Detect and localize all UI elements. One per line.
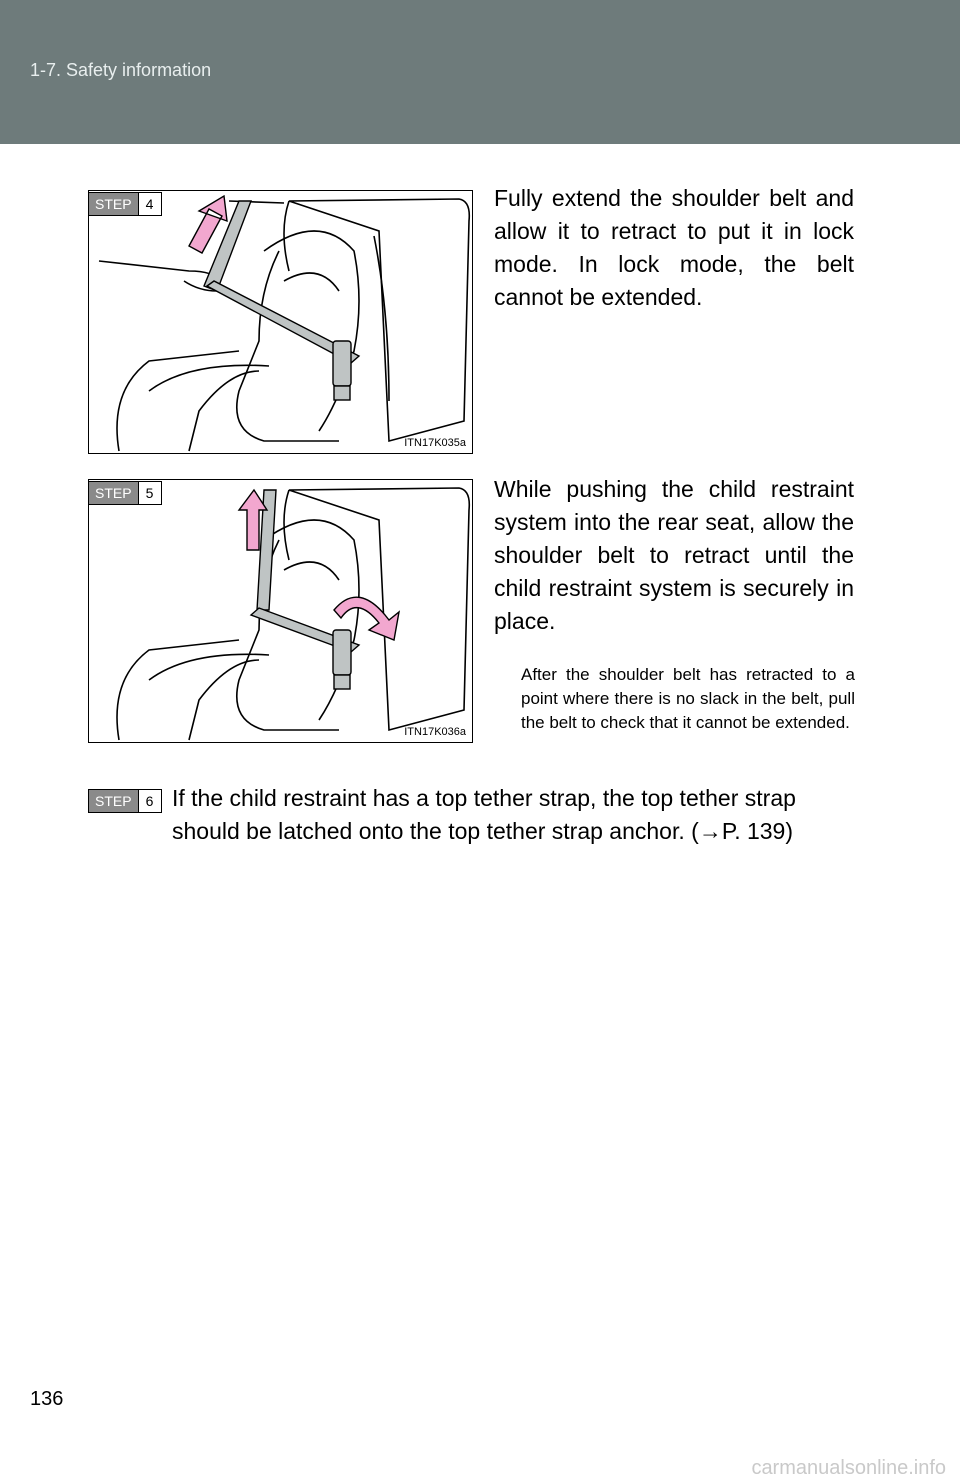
page-number: 136 (30, 1388, 64, 1410)
page-header (0, 0, 960, 144)
step-badge (88, 481, 162, 505)
step-label: STEP (89, 193, 138, 215)
figure-code: ITN17K035a (404, 437, 466, 449)
step6-line1: If the child restraint has a top tether strap, the top tether strap (172, 785, 796, 811)
child-seat-retract-belt-drawing (89, 480, 472, 742)
child-seat-extend-belt-drawing (89, 191, 472, 453)
section-title: 1-7. Safety information (30, 60, 212, 80)
step5-note: After the shoulder belt has retracted to a point where there is no slack in the belt, pull the belt to check that it cannot be extended. (521, 665, 855, 732)
watermark: carmanualsonline.info (751, 1457, 946, 1479)
step-label: STEP (89, 482, 138, 504)
page-reference: P. 139) (721, 818, 794, 844)
step6-text (172, 782, 862, 848)
step-label: STEP (89, 790, 138, 812)
step6-line2-prefix: should be latched onto the top tether strap anchor. ( (172, 818, 699, 844)
step5-illustration (88, 479, 473, 743)
step-badge (88, 789, 162, 813)
step-badge (88, 192, 162, 216)
step5-text: While pushing the child restraint system into the rear seat, allow the shoulder belt to retract until the child restraint system is securely in place. (494, 476, 854, 634)
step-number: 4 (138, 193, 161, 215)
step4-text: Fully extend the shoulder belt and allow it to retract to put it in lock mode. In lock mode, the belt cannot be extended. (494, 185, 854, 310)
arrow-icon: → (698, 818, 722, 844)
step4-illustration (88, 190, 473, 454)
step-number: 5 (138, 482, 161, 504)
step6-line2 (172, 815, 862, 848)
step-number: 6 (138, 790, 161, 812)
figure-code: ITN17K036a (404, 726, 466, 738)
